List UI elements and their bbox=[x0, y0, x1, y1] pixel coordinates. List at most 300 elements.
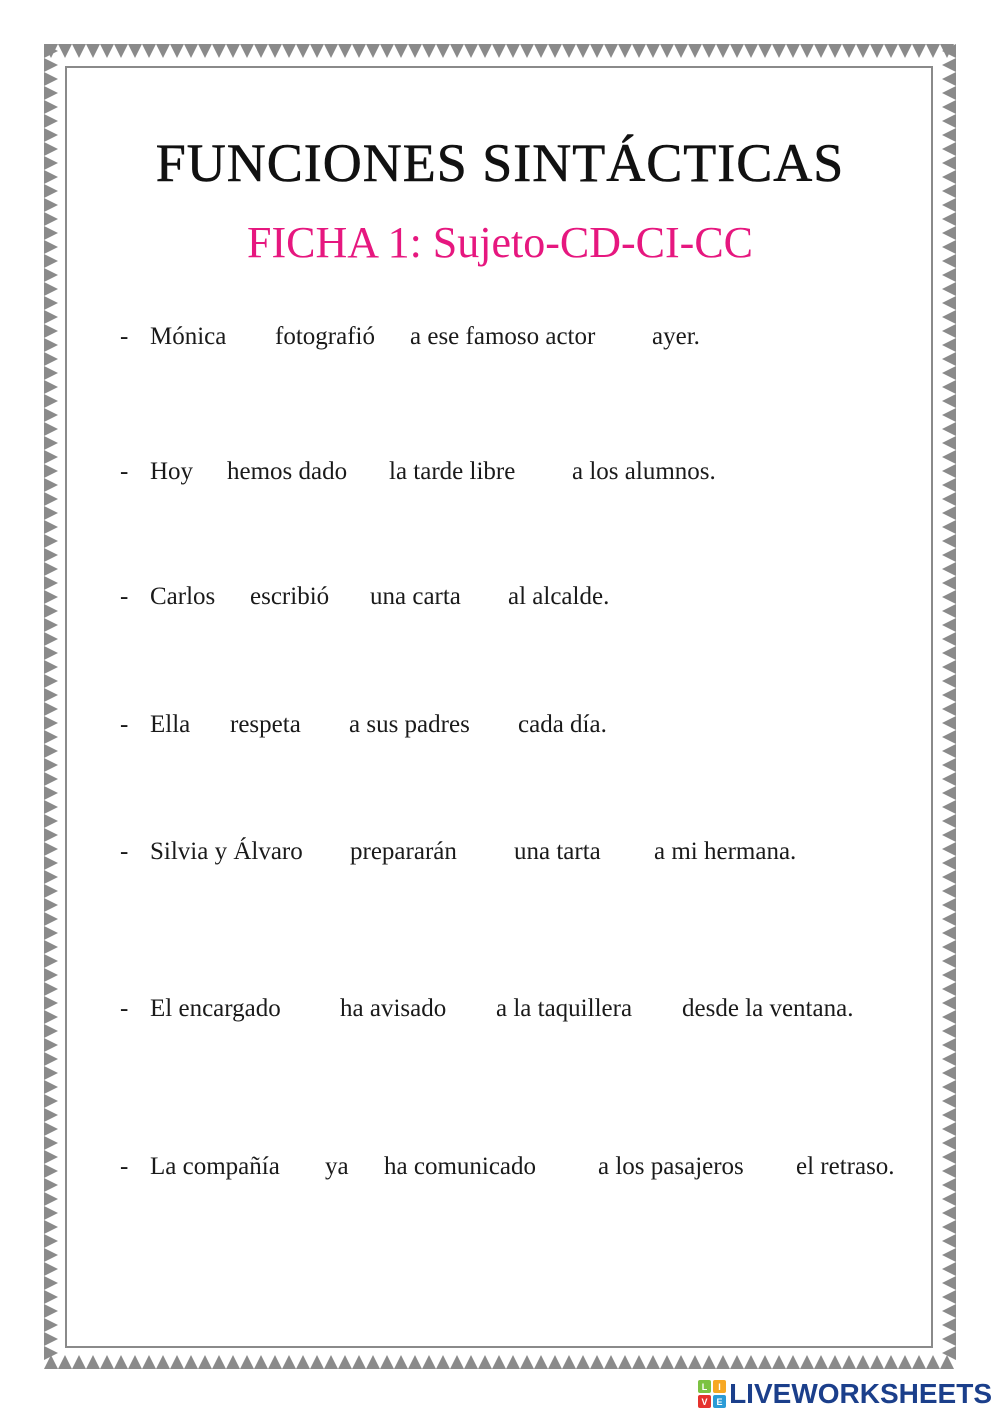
border-triangle bbox=[926, 44, 940, 58]
border-triangle bbox=[44, 940, 58, 954]
border-triangle bbox=[282, 44, 296, 58]
border-triangle bbox=[942, 1262, 956, 1276]
border-triangle bbox=[380, 1355, 394, 1369]
sentence-chunk[interactable]: Carlos bbox=[150, 583, 216, 610]
liveworksheets-logo[interactable] bbox=[697, 1377, 992, 1411]
sentence-chunk[interactable]: Silvia y Álvaro bbox=[150, 838, 303, 865]
sentence-chunk[interactable]: a mi hermana. bbox=[654, 838, 797, 865]
border-triangle bbox=[534, 44, 548, 58]
border-triangle bbox=[942, 1052, 956, 1066]
border-triangle bbox=[44, 436, 58, 450]
border-triangle bbox=[942, 590, 956, 604]
worksheet-subtitle: FICHA 1: Sujeto-CD-CI-CC bbox=[246, 218, 754, 267]
sentence-dash: - bbox=[120, 711, 129, 738]
border-triangle bbox=[942, 884, 956, 898]
border-triangle bbox=[44, 1164, 58, 1178]
border-triangle bbox=[942, 562, 956, 576]
border-triangle bbox=[492, 1355, 506, 1369]
border-triangle bbox=[942, 464, 956, 478]
border-triangle bbox=[44, 478, 58, 492]
border-triangle bbox=[44, 422, 58, 436]
border-triangle bbox=[282, 1355, 296, 1369]
border-triangle bbox=[44, 772, 58, 786]
border-triangle bbox=[44, 632, 58, 646]
border-triangle bbox=[44, 100, 58, 114]
border-triangle bbox=[786, 1355, 800, 1369]
border-triangle bbox=[44, 1052, 58, 1066]
sentence-chunk[interactable]: a los pasajeros bbox=[598, 1153, 744, 1180]
border-triangle bbox=[942, 1038, 956, 1052]
border-triangle bbox=[44, 758, 58, 772]
border-triangle bbox=[942, 1164, 956, 1178]
border-triangle bbox=[942, 646, 956, 660]
sentence-chunk[interactable]: al alcalde. bbox=[508, 583, 610, 610]
border-triangle bbox=[44, 814, 58, 828]
border-triangle bbox=[44, 1178, 58, 1192]
border-triangle bbox=[422, 44, 436, 58]
sentence-chunk[interactable]: fotografió bbox=[275, 323, 375, 350]
sentence-chunk[interactable]: cada día. bbox=[518, 711, 607, 738]
border-triangle bbox=[44, 1276, 58, 1290]
border-triangle bbox=[44, 646, 58, 660]
border-triangle bbox=[44, 324, 58, 338]
border-triangle bbox=[786, 44, 800, 58]
sentence-dash: - bbox=[120, 458, 129, 485]
border-triangle bbox=[942, 338, 956, 352]
border-triangle bbox=[44, 1010, 58, 1024]
border-triangle bbox=[942, 1094, 956, 1108]
border-triangle bbox=[142, 1355, 156, 1369]
sentence-chunk[interactable]: El encargado bbox=[150, 995, 281, 1022]
border-triangle bbox=[674, 44, 688, 58]
border-triangle bbox=[730, 44, 744, 58]
border-triangle bbox=[44, 1094, 58, 1108]
border-triangle bbox=[44, 660, 58, 674]
border-triangle bbox=[660, 1355, 674, 1369]
border-triangle bbox=[942, 1290, 956, 1304]
border-triangle bbox=[44, 744, 58, 758]
border-triangle bbox=[716, 1355, 730, 1369]
sentence-chunk[interactable]: prepararán bbox=[350, 838, 457, 865]
border-triangle bbox=[716, 44, 730, 58]
sentence-dash: - bbox=[120, 323, 129, 350]
sentence-chunk[interactable]: respeta bbox=[230, 711, 301, 738]
border-triangle bbox=[44, 352, 58, 366]
border-triangle bbox=[184, 44, 198, 58]
border-triangle bbox=[72, 1355, 86, 1369]
border-triangle bbox=[268, 44, 282, 58]
border-triangle bbox=[800, 44, 814, 58]
border-triangle bbox=[128, 44, 142, 58]
border-triangle bbox=[44, 296, 58, 310]
border-triangle bbox=[842, 1355, 856, 1369]
border-triangle bbox=[942, 1220, 956, 1234]
border-triangle bbox=[942, 1234, 956, 1248]
sentence-chunk[interactable]: hemos dado bbox=[227, 458, 348, 485]
border-triangle bbox=[44, 1038, 58, 1052]
border-triangle bbox=[44, 576, 58, 590]
border-triangle bbox=[548, 44, 562, 58]
border-triangle bbox=[44, 1290, 58, 1304]
border-triangle bbox=[366, 44, 380, 58]
border-triangle bbox=[44, 1220, 58, 1234]
border-triangle bbox=[86, 44, 100, 58]
border-triangle bbox=[44, 534, 58, 548]
sentence-dash: - bbox=[120, 838, 129, 865]
border-triangle bbox=[942, 1136, 956, 1150]
border-triangle bbox=[44, 1066, 58, 1080]
border-triangle bbox=[44, 86, 58, 100]
border-triangle bbox=[408, 44, 422, 58]
border-triangle bbox=[436, 44, 450, 58]
border-triangle bbox=[156, 44, 170, 58]
border-triangle bbox=[44, 1262, 58, 1276]
border-triangle bbox=[942, 940, 956, 954]
border-triangle bbox=[702, 1355, 716, 1369]
border-triangle bbox=[492, 44, 506, 58]
border-triangle bbox=[898, 1355, 912, 1369]
border-triangle bbox=[44, 492, 58, 506]
border-triangle bbox=[942, 534, 956, 548]
border-triangle bbox=[44, 996, 58, 1010]
border-triangle bbox=[324, 1355, 338, 1369]
border-triangle bbox=[942, 912, 956, 926]
svg-text:V: V bbox=[701, 1397, 708, 1407]
border-triangle bbox=[618, 1355, 632, 1369]
border-triangle bbox=[44, 688, 58, 702]
border-triangle bbox=[942, 1248, 956, 1262]
border-triangle bbox=[942, 324, 956, 338]
border-triangle bbox=[814, 44, 828, 58]
border-triangle bbox=[44, 198, 58, 212]
border-triangle bbox=[884, 44, 898, 58]
border-triangle bbox=[942, 548, 956, 562]
border-triangle bbox=[44, 1024, 58, 1038]
border-triangle bbox=[534, 1355, 548, 1369]
border-triangle bbox=[942, 394, 956, 408]
border-triangle bbox=[464, 44, 478, 58]
border-triangle bbox=[226, 44, 240, 58]
sentence-chunk[interactable]: La compañía bbox=[150, 1153, 280, 1180]
border-triangle bbox=[44, 800, 58, 814]
border-triangle bbox=[352, 1355, 366, 1369]
border-triangle bbox=[942, 282, 956, 296]
border-triangle bbox=[942, 702, 956, 716]
border-triangle bbox=[478, 44, 492, 58]
border-triangle bbox=[44, 506, 58, 520]
border-triangle bbox=[464, 1355, 478, 1369]
border-triangle bbox=[870, 1355, 884, 1369]
sentence-chunk[interactable]: Ella bbox=[150, 711, 191, 738]
border-triangle bbox=[44, 394, 58, 408]
border-triangle bbox=[942, 1178, 956, 1192]
border-triangle bbox=[942, 86, 956, 100]
border-triangle bbox=[942, 660, 956, 674]
border-triangle bbox=[942, 408, 956, 422]
border-triangle bbox=[58, 1355, 72, 1369]
border-triangle bbox=[506, 1355, 520, 1369]
border-triangle bbox=[394, 1355, 408, 1369]
border-triangle bbox=[44, 1080, 58, 1094]
border-triangle bbox=[604, 1355, 618, 1369]
border-triangle bbox=[942, 744, 956, 758]
border-triangle bbox=[926, 1355, 940, 1369]
border-triangle bbox=[44, 898, 58, 912]
border-triangle bbox=[450, 1355, 464, 1369]
border-triangle bbox=[44, 58, 58, 72]
border-triangle bbox=[702, 44, 716, 58]
border-triangle bbox=[72, 44, 86, 58]
liveworksheets-logo-icon bbox=[697, 1379, 727, 1409]
border-triangle bbox=[942, 926, 956, 940]
border-triangle bbox=[44, 828, 58, 842]
border-triangle bbox=[842, 44, 856, 58]
border-triangle bbox=[942, 520, 956, 534]
border-triangle bbox=[408, 1355, 422, 1369]
border-triangle bbox=[44, 870, 58, 884]
sentence-chunk[interactable]: una tarta bbox=[514, 838, 601, 865]
border-triangle bbox=[942, 870, 956, 884]
border-triangle bbox=[254, 1355, 268, 1369]
border-triangle bbox=[44, 618, 58, 632]
border-triangle bbox=[942, 422, 956, 436]
border-triangle bbox=[226, 1355, 240, 1369]
border-triangle bbox=[730, 1355, 744, 1369]
border-triangle bbox=[254, 44, 268, 58]
border-triangle bbox=[942, 772, 956, 786]
border-triangle bbox=[44, 674, 58, 688]
border-triangle bbox=[604, 44, 618, 58]
border-triangle bbox=[942, 268, 956, 282]
border-triangle bbox=[942, 898, 956, 912]
border-triangle bbox=[44, 968, 58, 982]
border-triangle bbox=[44, 926, 58, 940]
sentence-chunk[interactable]: escribió bbox=[250, 583, 330, 610]
border-triangle bbox=[198, 1355, 212, 1369]
border-triangle bbox=[942, 716, 956, 730]
border-triangle bbox=[942, 1080, 956, 1094]
border-triangle bbox=[688, 44, 702, 58]
svg-text:E: E bbox=[716, 1397, 723, 1407]
page-title: FUNCIONES SINTÁCTICAS bbox=[155, 133, 845, 193]
border-triangle bbox=[942, 450, 956, 464]
border-triangle bbox=[44, 1248, 58, 1262]
border-triangle bbox=[856, 44, 870, 58]
border-triangle bbox=[44, 464, 58, 478]
border-triangle bbox=[942, 604, 956, 618]
border-triangle bbox=[758, 1355, 772, 1369]
border-triangle bbox=[590, 1355, 604, 1369]
sentence-chunk[interactable]: el retraso. bbox=[796, 1153, 895, 1180]
border-triangle bbox=[548, 1355, 562, 1369]
border-triangle bbox=[44, 548, 58, 562]
border-triangle bbox=[942, 1346, 956, 1360]
border-triangle bbox=[44, 380, 58, 394]
border-triangle bbox=[942, 1304, 956, 1318]
border-triangle bbox=[184, 1355, 198, 1369]
border-triangle bbox=[338, 1355, 352, 1369]
border-triangle bbox=[44, 310, 58, 324]
border-triangle bbox=[128, 1355, 142, 1369]
border-triangle bbox=[772, 1355, 786, 1369]
border-triangle bbox=[352, 44, 366, 58]
sentence-chunk[interactable]: a la taquillera bbox=[496, 995, 633, 1022]
border-triangle bbox=[296, 44, 310, 58]
border-triangle bbox=[800, 1355, 814, 1369]
border-triangle bbox=[338, 44, 352, 58]
border-triangle bbox=[942, 58, 956, 72]
sentence-chunk[interactable]: la tarde libre bbox=[389, 458, 516, 485]
border-triangle bbox=[942, 198, 956, 212]
border-triangle bbox=[44, 702, 58, 716]
border-triangle bbox=[44, 408, 58, 422]
border-triangle bbox=[268, 1355, 282, 1369]
svg-text:I: I bbox=[718, 1382, 721, 1392]
border-triangle bbox=[942, 310, 956, 324]
border-triangle bbox=[942, 982, 956, 996]
border-triangle bbox=[942, 1024, 956, 1038]
border-triangle bbox=[646, 1355, 660, 1369]
border-triangle bbox=[100, 44, 114, 58]
border-triangle bbox=[912, 1355, 926, 1369]
border-triangle bbox=[828, 44, 842, 58]
border-triangle bbox=[942, 576, 956, 590]
border-triangle bbox=[942, 1108, 956, 1122]
border-triangle bbox=[942, 100, 956, 114]
border-triangle bbox=[942, 1192, 956, 1206]
border-triangle bbox=[688, 1355, 702, 1369]
sentence-dash: - bbox=[120, 583, 129, 610]
border-triangle bbox=[506, 44, 520, 58]
sentence-chunk[interactable]: a los alumnos. bbox=[572, 458, 716, 485]
border-triangle bbox=[942, 380, 956, 394]
border-triangle bbox=[310, 44, 324, 58]
border-triangle bbox=[942, 996, 956, 1010]
border-triangle bbox=[142, 44, 156, 58]
sentence-chunk[interactable]: ayer. bbox=[652, 323, 700, 350]
sentence-chunk[interactable]: una carta bbox=[370, 583, 461, 610]
border-triangle bbox=[942, 1010, 956, 1024]
sentence-chunk[interactable]: a sus padres bbox=[349, 711, 470, 738]
border-triangle bbox=[44, 1150, 58, 1164]
border-triangle bbox=[44, 604, 58, 618]
border-triangle bbox=[156, 1355, 170, 1369]
sentence-chunk[interactable]: desde la ventana. bbox=[682, 995, 854, 1022]
border-triangle bbox=[44, 982, 58, 996]
border-triangle bbox=[240, 44, 254, 58]
border-triangle bbox=[942, 674, 956, 688]
border-triangle bbox=[44, 730, 58, 744]
border-triangle bbox=[170, 1355, 184, 1369]
border-triangle bbox=[942, 114, 956, 128]
border-triangle bbox=[870, 44, 884, 58]
border-triangle bbox=[942, 1332, 956, 1346]
border-triangle bbox=[942, 1122, 956, 1136]
border-triangle bbox=[814, 1355, 828, 1369]
border-triangle bbox=[942, 352, 956, 366]
border-triangle bbox=[942, 688, 956, 702]
border-triangle bbox=[898, 44, 912, 58]
border-triangle bbox=[942, 828, 956, 842]
border-triangle bbox=[212, 1355, 226, 1369]
border-triangle bbox=[942, 366, 956, 380]
border-triangle bbox=[114, 44, 128, 58]
border-triangle bbox=[942, 954, 956, 968]
border-triangle bbox=[632, 1355, 646, 1369]
border-triangle bbox=[942, 1206, 956, 1220]
border-triangle bbox=[324, 44, 338, 58]
border-triangle bbox=[562, 1355, 576, 1369]
border-triangle bbox=[856, 1355, 870, 1369]
border-triangle bbox=[884, 1355, 898, 1369]
border-triangle bbox=[942, 618, 956, 632]
border-triangle bbox=[44, 1122, 58, 1136]
border-triangle bbox=[942, 1150, 956, 1164]
border-triangle bbox=[380, 44, 394, 58]
border-triangle bbox=[422, 1355, 436, 1369]
border-triangle bbox=[44, 366, 58, 380]
border-triangle bbox=[44, 114, 58, 128]
border-triangle bbox=[942, 492, 956, 506]
border-triangle bbox=[100, 1355, 114, 1369]
sentence-chunk[interactable]: ya bbox=[325, 1153, 349, 1180]
border-triangle bbox=[86, 1355, 100, 1369]
border-triangle bbox=[828, 1355, 842, 1369]
sentence-chunk[interactable]: ha avisado bbox=[340, 995, 447, 1022]
sentence-dash: - bbox=[120, 995, 129, 1022]
border-triangle bbox=[240, 1355, 254, 1369]
border-triangle bbox=[772, 44, 786, 58]
border-triangle bbox=[44, 520, 58, 534]
border-triangle bbox=[170, 44, 184, 58]
border-triangle bbox=[44, 856, 58, 870]
border-triangle bbox=[394, 44, 408, 58]
border-triangle bbox=[942, 814, 956, 828]
border-triangle bbox=[744, 1355, 758, 1369]
border-triangle bbox=[44, 884, 58, 898]
border-triangle bbox=[44, 716, 58, 730]
sentence-chunk[interactable]: Mónica bbox=[150, 323, 227, 350]
border-triangle bbox=[44, 1304, 58, 1318]
border-triangle bbox=[310, 1355, 324, 1369]
border-triangle bbox=[198, 44, 212, 58]
border-triangle bbox=[44, 1136, 58, 1150]
sentence-chunk[interactable]: ha comunicado bbox=[384, 1153, 537, 1180]
border-triangle bbox=[450, 44, 464, 58]
border-triangle bbox=[44, 954, 58, 968]
border-triangle bbox=[576, 1355, 590, 1369]
border-triangle bbox=[942, 968, 956, 982]
border-triangle bbox=[478, 1355, 492, 1369]
logo-text: LIVEWORKSHEETS bbox=[729, 1378, 992, 1409]
border-triangle bbox=[590, 44, 604, 58]
sentence-chunk[interactable]: a ese famoso actor bbox=[410, 323, 596, 350]
border-triangle bbox=[212, 44, 226, 58]
sentence-chunk[interactable]: Hoy bbox=[150, 458, 194, 485]
border-triangle bbox=[114, 1355, 128, 1369]
border-triangle bbox=[44, 912, 58, 926]
border-triangle bbox=[44, 1108, 58, 1122]
border-triangle bbox=[660, 44, 674, 58]
border-triangle bbox=[942, 758, 956, 772]
border-triangle bbox=[44, 1234, 58, 1248]
border-triangle bbox=[646, 44, 660, 58]
border-triangle bbox=[44, 1332, 58, 1346]
border-triangle bbox=[942, 842, 956, 856]
border-triangle bbox=[44, 282, 58, 296]
border-triangle bbox=[44, 72, 58, 86]
border-triangle bbox=[44, 450, 58, 464]
